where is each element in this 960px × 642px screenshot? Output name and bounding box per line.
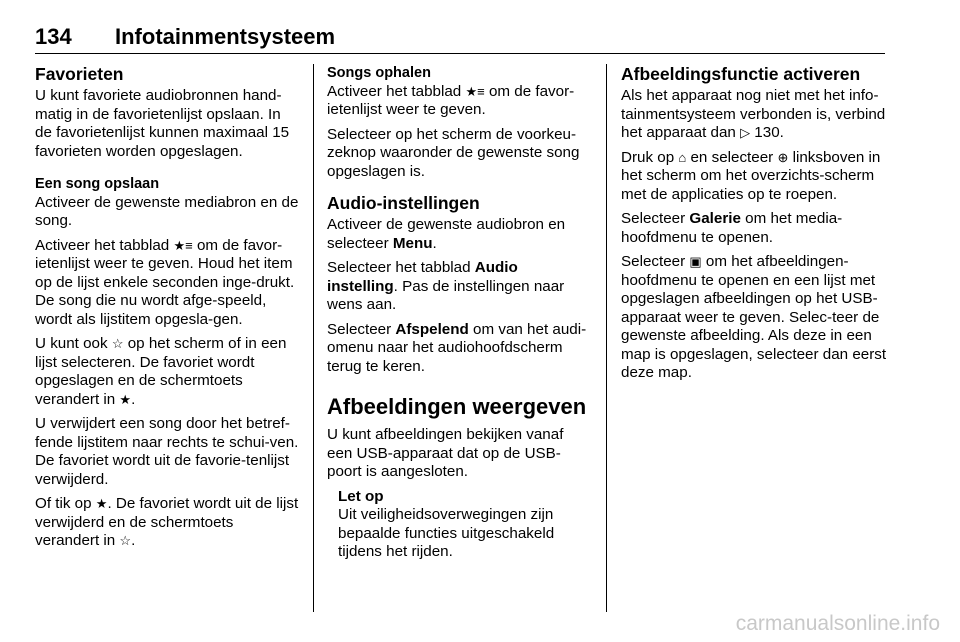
- paragraph: U kunt favoriete audiobronnen hand-matig in de favorietenlijst opslaan. In de favorietenlijst kunnen maximaal 15 favorieten worden opgeslagen.: [35, 87, 290, 160]
- star-outline-icon: ☆: [111, 336, 124, 351]
- apps-icon: ⊕: [777, 149, 789, 165]
- paragraph: Activeer de gewenste audiobron en selecteer Menu.: [327, 216, 566, 252]
- column-divider: [606, 64, 607, 612]
- paragraph: Selecteer op het scherm de voorkeu-zeknop waaronder de gewenste song opgeslagen is.: [327, 125, 580, 180]
- paragraph: Selecteer Afspelend om van het audi-omenu naar het audiohoofdscherm terug te keren.: [327, 320, 587, 375]
- subsection-heading: Een song opslaan: [35, 176, 160, 192]
- section-heading: Afbeeldingsfunctie activeren: [621, 64, 861, 84]
- arrow-reference-icon: ▷: [740, 125, 751, 140]
- paragraph: Activeer het tabblad ★≡ om de favor-ietenlijst weer te geven.: [327, 82, 575, 118]
- favorites-list-icon: ★≡: [173, 237, 193, 253]
- watermark: carmanualsonline.info: [735, 612, 940, 635]
- page-title: Infotainmentsysteem: [115, 24, 336, 49]
- column-2: [327, 64, 589, 562]
- paragraph: Activeer het tabblad ★≡ om de favor-ietenlijst weer te geven. Houd het item op de lijst enkele seconden inge-drukt. De song die nu wordt afge-speeld, wordt als lijstitem opgesla-gen.: [35, 236, 295, 328]
- paragraph: Druk op ⌂ en selecteer ⊕ linksboven in het scherm om het overzichts-scherm met de applicaties op te roepen.: [621, 148, 881, 203]
- star-outline-icon: ☆: [119, 533, 132, 548]
- paragraph: U verwijdert een song door het betref-fende lijstitem naar rechts te schui-ven. De favoriet wordt uit de favorie-tenlijst verwijderd.: [35, 415, 299, 488]
- star-filled-icon: ★: [119, 391, 132, 407]
- chapter-heading: Afbeeldingen weergeven: [327, 394, 587, 419]
- note-box: [338, 488, 589, 562]
- paragraph: Activeer de gewenste mediabron en de song.: [35, 193, 299, 229]
- paragraph: Selecteer ▣ om het afbeeldingen-hoofdmenu te openen en een lijst met opgeslagen afbeeldingen op het USB-apparaat weer te geven. Selec-teer de gewenste afbeelding. Als deze in een map is opgeslagen, selecteer dan eerst deze map.: [621, 253, 887, 381]
- star-filled-icon: ★: [95, 496, 108, 511]
- paragraph: Selecteer Galerie om het media-hoofdmenu te openen.: [621, 210, 843, 246]
- paragraph: Als het apparaat nog niet met het info-tainmentsysteem verbonden is, verbind het apparaat dan ▷ 130.: [621, 87, 886, 141]
- paragraph: Selecteer het tabblad Audio instelling. Pas de instellingen naar wens aan.: [327, 259, 565, 313]
- image-icon: ▣: [689, 254, 702, 269]
- paragraph: U kunt afbeeldingen bekijken vanaf een USB-apparaat dat op de USB-poort is aangesloten.: [327, 426, 564, 480]
- paragraph: Of tik op ★. De favoriet wordt uit de lijst verwijderd en de schermtoets verandert in ☆.: [35, 495, 299, 549]
- note-title: Let op: [338, 487, 384, 505]
- subsection-heading: Songs ophalen: [327, 65, 431, 81]
- header-rule: [35, 53, 885, 54]
- column-1: [35, 64, 299, 557]
- column-3: [621, 64, 889, 389]
- favorites-list-icon: ★≡: [465, 83, 485, 99]
- column-divider: [313, 64, 314, 612]
- section-heading: Audio-instellingen: [327, 193, 480, 213]
- section-heading: Favorieten: [35, 64, 124, 84]
- home-icon: ⌂: [678, 149, 687, 165]
- note-text: Uit veiligheidsoverwegingen zijn bepaalde functies uitgeschakeld tijdens het rijden.: [338, 506, 555, 560]
- paragraph: U kunt ook ☆ op het scherm of in een lijst selecteren. De favoriet wordt opgeslagen en de schermtoets verandert in ★.: [35, 335, 287, 408]
- page-number: 134: [35, 24, 72, 49]
